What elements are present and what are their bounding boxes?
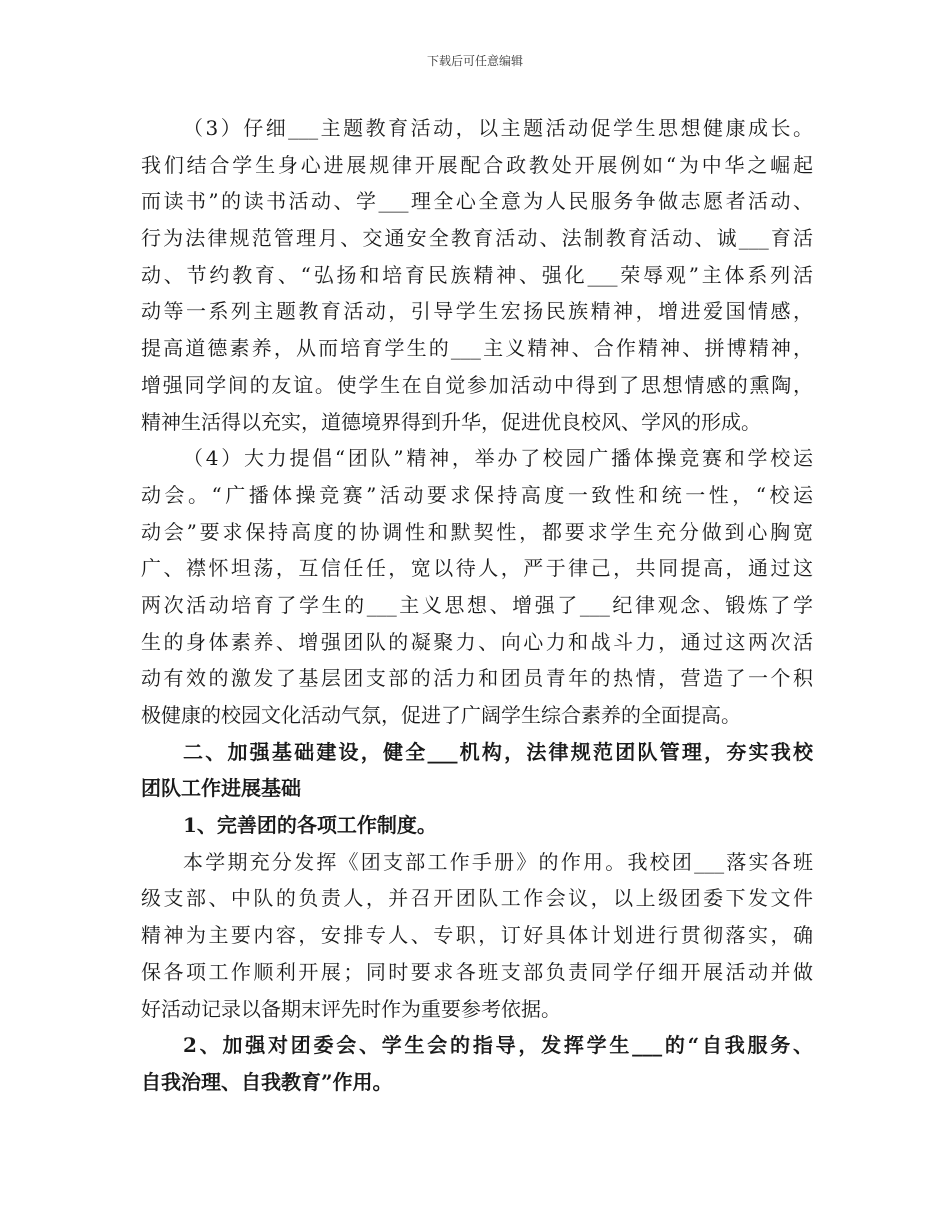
document-body — [141, 110, 813, 1101]
text-line: 增强同学间的友谊。使学生在自觉参加活动中得到了思想情感的熏陶， — [141, 372, 813, 397]
text-line: 团队工作进展基础 — [141, 776, 301, 801]
text-line: 两次活动培育了学生的___主义思想、增强了___纪律观念、锻炼了学 — [141, 592, 813, 617]
text-line: 提高道德素养，从而培育学生的___主义精神、合作精神、拼博精神， — [141, 336, 813, 361]
page-header: 下载后可任意编辑 — [426, 54, 523, 68]
text-line: 保各项工作顺利开展；同时要求各班支部负责同学仔细开展活动并做 — [141, 959, 813, 984]
text-line: （4）大力提倡“团队”精神，举办了校园广播体操竞赛和学校运 — [183, 446, 813, 471]
text-line: 好活动记录以备期末评先时作为重要参考依据。 — [141, 996, 561, 1021]
text-line: 行为法律规范管理月、交通安全教育活动、法制教育活动、诚___育活 — [141, 226, 813, 251]
text-line: 1、完善团的各项工作制度。 — [183, 813, 437, 838]
text-line: 广、襟怀坦荡，互信任任，宽以待人，严于律己，共同提高，通过这 — [141, 556, 813, 581]
text-line: 动有效的激发了基层团支部的活力和团员青年的热情，营造了一个积 — [141, 666, 813, 691]
text-line: 精神生活得以充实，道德境界得到升华，促进优良校风、学风的形成。 — [141, 409, 761, 434]
text-line: 我们结合学生身心进展规律开展配合政教处开展例如“为中华之崛起 — [141, 152, 813, 177]
text-line: 动、节约教育、“弘扬和培育民族精神、强化___荣辱观”主体系列活 — [141, 262, 813, 287]
text-line: （3）仔细___主题教育活动，以主题活动促学生思想健康成长。 — [183, 116, 813, 140]
text-line: 而读书”的读书活动、学___理全心全意为人民服务争做志愿者活动、 — [141, 189, 813, 214]
text-line: 动会。“广播体操竞赛”活动要求保持高度一致性和统一性，“校运 — [141, 482, 813, 507]
text-line: 精神为主要内容，安排专人、专职，订好具体计划进行贯彻落实，确 — [141, 923, 813, 948]
text-line: 生的身体素养、增强团队的凝聚力、向心力和战斗力，通过这两次活 — [141, 629, 813, 654]
text-line: 极健康的校园文化活动气氛，促进了广阔学生综合素养的全面提高。 — [141, 703, 741, 727]
text-line: 2、加强对团委会、学生会的指导，发挥学生___的“自我服务、 — [183, 1033, 813, 1058]
text-line: 动等一系列主题教育活动，引导学生宏扬民族精神，增进爱国情感， — [141, 299, 813, 324]
text-line: 本学期充分发挥《团支部工作手册》的作用。我校团___落实各班 — [183, 849, 813, 874]
text-line: 自我治理、自我教育”作用。 — [141, 1069, 393, 1094]
text-line: 二、加强基础建设，健全___机构，法律规范团队管理，夯实我校 — [183, 739, 813, 764]
text-line: 级支部、中队的负责人，并召开团队工作会议，以上级团委下发文件 — [141, 886, 813, 911]
text-line: 动会”要求保持高度的协调性和默契性，都要求学生充分做到心胸宽 — [141, 519, 813, 544]
